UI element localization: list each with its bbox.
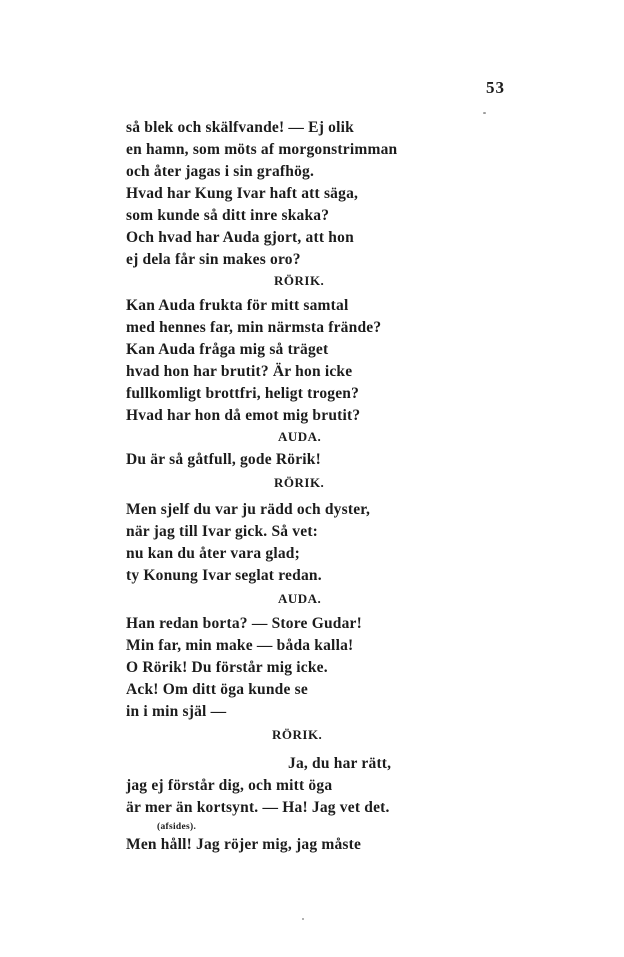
- speaker-name: AUDA.: [278, 429, 322, 444]
- verse-line: Min far, min make — båda kalla!: [126, 637, 354, 654]
- verse-line: ej dela får sin makes oro?: [126, 251, 301, 268]
- verse-line: Du är så gåtfull, gode Rörik!: [126, 451, 321, 468]
- verse-line: O Rörik! Du förstår mig icke.: [126, 659, 328, 676]
- verse-line: som kunde så ditt inre skaka?: [126, 207, 330, 224]
- verse-line: är mer än kortsynt. — Ha! Jag vet det.: [126, 799, 390, 816]
- verse-line: och åter jagas i sin grafhög.: [126, 163, 315, 180]
- speaker-name: RÖRIK.: [272, 727, 323, 742]
- verse-line: med hennes far, min närmsta frände?: [126, 319, 382, 336]
- verse-line: jag ej förstår dig, och mitt öga: [126, 777, 333, 794]
- verse-line: Hvad har Kung Ivar haft att säga,: [126, 185, 359, 202]
- verse-line: Men håll! Jag röjer mig, jag måste: [126, 836, 362, 853]
- verse-line: fullkomligt brottfri, heligt trogen?: [126, 385, 360, 402]
- verse-line: Ack! Om ditt öga kunde se: [126, 681, 308, 698]
- verse-line: hvad hon har brutit? Är hon icke: [126, 363, 353, 380]
- verse-line: när jag till Ivar gick. Så vet:: [126, 523, 319, 540]
- verse-line: Och hvad har Auda gjort, att hon: [126, 229, 354, 246]
- speaker-name: RÖRIK.: [274, 475, 325, 490]
- verse-line: nu kan du åter vara glad;: [126, 545, 300, 562]
- speaker-name: RÖRIK.: [274, 273, 325, 288]
- page-number: 53: [486, 78, 505, 97]
- verse-line: Kan Auda fråga mig så träget: [126, 341, 329, 358]
- verse-line: så blek och skälfvande! — Ej olik: [126, 119, 354, 136]
- speaker-name: AUDA.: [278, 591, 322, 606]
- stage-direction: (afsides).: [157, 822, 197, 832]
- verse-line: Han redan borta? — Store Gudar!: [126, 615, 362, 632]
- verse-line: Men sjelf du var ju rädd och dyster,: [126, 501, 371, 518]
- verse-line: Hvad har hon då emot mig brutit?: [126, 407, 361, 424]
- scan-speck: [483, 112, 486, 114]
- scan-speck: [302, 918, 304, 920]
- verse-line: ty Konung Ivar seglat redan.: [126, 567, 322, 584]
- verse-line: Ja, du har rätt,: [288, 755, 392, 772]
- verse-line: en hamn, som möts af morgonstrimman: [126, 141, 398, 158]
- verse-line: Kan Auda frukta för mitt samtal: [126, 297, 349, 314]
- verse-line: in i min själ —: [126, 703, 227, 720]
